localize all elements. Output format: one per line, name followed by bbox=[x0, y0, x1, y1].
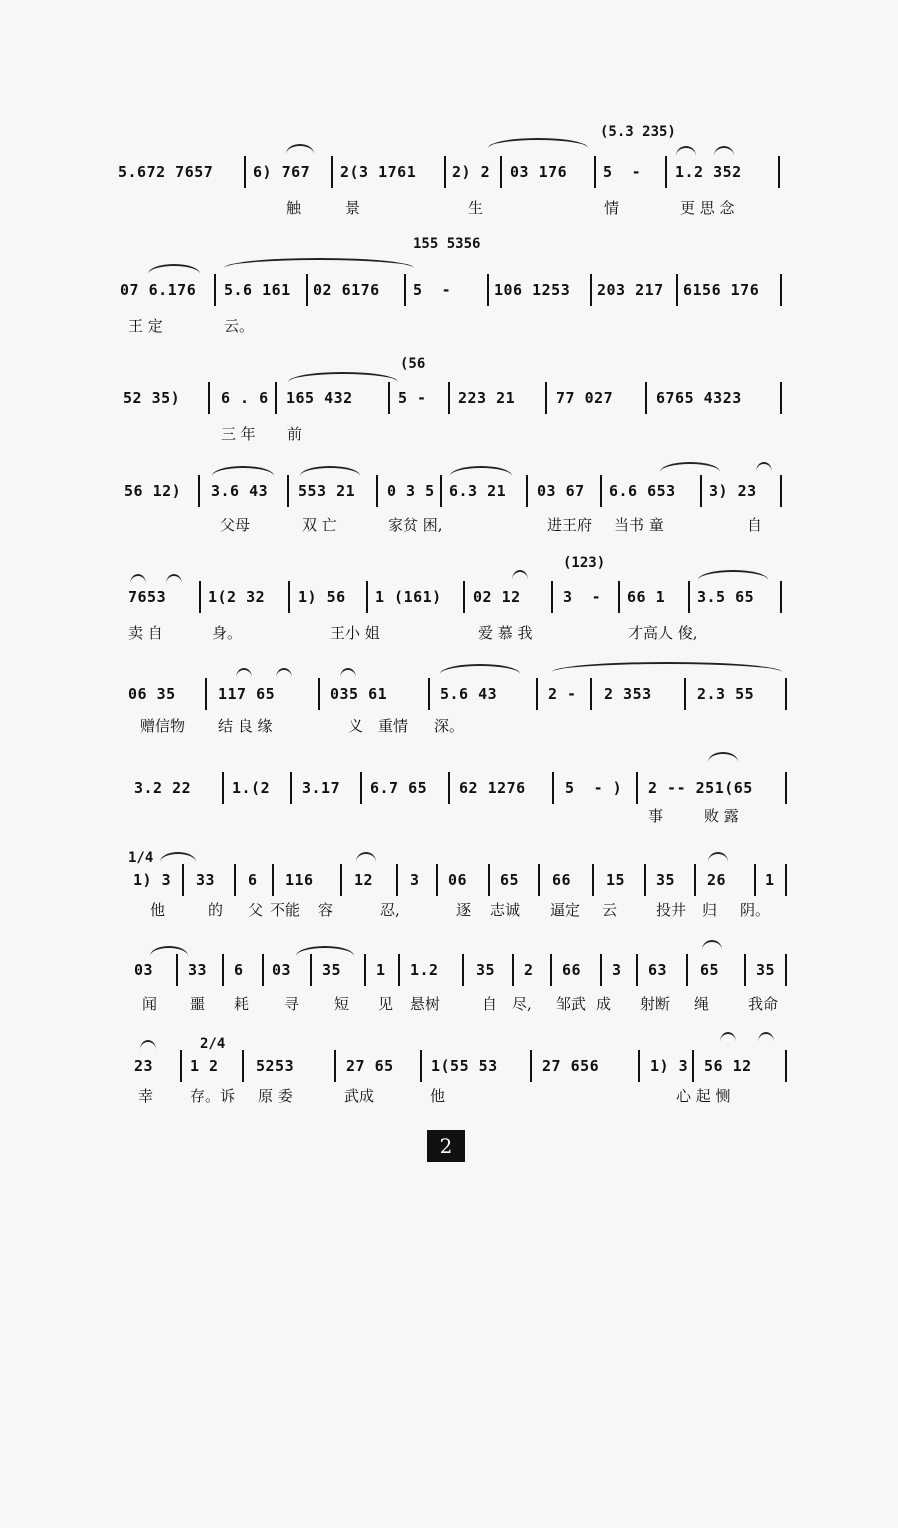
measure: 6765 4323 bbox=[656, 389, 742, 407]
measure: 02 12 bbox=[473, 588, 521, 606]
measure: 26 bbox=[707, 871, 727, 889]
measure: 52 35) bbox=[123, 389, 181, 407]
measure: 56 12) bbox=[124, 482, 182, 500]
measure: 3.17 bbox=[302, 779, 341, 797]
lyric: 不能 bbox=[270, 901, 301, 919]
lyrics-line bbox=[0, 314, 898, 338]
measure: 66 bbox=[552, 871, 572, 889]
measure: 27 656 bbox=[542, 1057, 600, 1075]
lyric: 义 bbox=[348, 717, 364, 735]
measure: 3 - bbox=[563, 588, 602, 606]
lyric: 云。 bbox=[224, 317, 255, 335]
lyric: 事 bbox=[648, 807, 664, 825]
lyric: 逐 bbox=[456, 901, 472, 919]
measure: 1(2 32 bbox=[208, 588, 266, 606]
lyric: 云 bbox=[602, 901, 618, 919]
measure: 6 bbox=[234, 961, 244, 979]
lyrics-line bbox=[0, 1084, 898, 1108]
measure: 66 bbox=[562, 961, 582, 979]
lyric: 投井 bbox=[656, 901, 687, 919]
measure: 1(55 53 bbox=[431, 1057, 498, 1075]
measure: 5253 bbox=[256, 1057, 295, 1075]
measure: 5.6 161 bbox=[224, 281, 291, 299]
measure: 07 6.176 bbox=[120, 281, 197, 299]
lyric: 王小 姐 bbox=[330, 624, 380, 642]
measure: 1) 56 bbox=[298, 588, 346, 606]
measure: 117 65 bbox=[218, 685, 276, 703]
lyrics-line bbox=[0, 422, 898, 446]
lyrics-line bbox=[0, 898, 898, 922]
measure: 203 217 bbox=[597, 281, 664, 299]
annotation: 155 5356 bbox=[413, 236, 481, 252]
lyric: 赠信物 bbox=[140, 717, 186, 735]
measure: 2 353 bbox=[604, 685, 652, 703]
lyric: 前 bbox=[287, 425, 303, 443]
lyric: 他 bbox=[150, 901, 166, 919]
lyric: 当书 童 bbox=[614, 516, 664, 534]
measure: 5 - bbox=[413, 281, 452, 299]
measure: 06 35 bbox=[128, 685, 176, 703]
measure: 1.2 352 bbox=[675, 163, 742, 181]
measure: 03 bbox=[272, 961, 292, 979]
lyric: 容 bbox=[318, 901, 334, 919]
lyric: 噩 bbox=[190, 995, 206, 1013]
lyric: 存。诉 bbox=[190, 1087, 236, 1105]
measure: 2 bbox=[524, 961, 534, 979]
measure: 0 3 5 bbox=[387, 482, 435, 500]
measure: 3.6 43 bbox=[211, 482, 269, 500]
measure: 62 1276 bbox=[459, 779, 526, 797]
measure: 15 bbox=[606, 871, 626, 889]
measure: 65 bbox=[700, 961, 720, 979]
lyrics-line bbox=[0, 804, 898, 828]
measure: 35 bbox=[756, 961, 776, 979]
lyric: 耗 bbox=[234, 995, 250, 1013]
measure: 7653 bbox=[128, 588, 167, 606]
lyric: 忍, bbox=[380, 901, 400, 919]
measure: 5.6 43 bbox=[440, 685, 498, 703]
measure: 35 bbox=[476, 961, 496, 979]
measure: 6.3 21 bbox=[449, 482, 507, 500]
measure: 6156 176 bbox=[683, 281, 760, 299]
measure: 1 2 bbox=[190, 1057, 219, 1075]
lyric: 自 bbox=[747, 516, 763, 534]
lyric: 的 bbox=[208, 901, 224, 919]
measure: 223 21 bbox=[458, 389, 516, 407]
measure: 3 bbox=[612, 961, 622, 979]
measure: 3 bbox=[410, 871, 420, 889]
annotation: (123) bbox=[563, 555, 606, 571]
lyric: 结 良 缘 bbox=[218, 717, 273, 735]
lyric: 双 亡 bbox=[302, 516, 337, 534]
lyrics-line bbox=[0, 992, 898, 1016]
measure: 5 - bbox=[603, 163, 642, 181]
measure: 33 bbox=[188, 961, 208, 979]
lyrics-line bbox=[0, 196, 898, 220]
notation-line bbox=[0, 154, 898, 190]
measure: 1 bbox=[765, 871, 775, 889]
measure: 1) 3 bbox=[650, 1057, 689, 1075]
notation-line bbox=[0, 579, 898, 615]
page-number: 2 bbox=[427, 1130, 465, 1162]
score-system-2 bbox=[0, 232, 898, 342]
measure: 165 432 bbox=[286, 389, 353, 407]
lyric: 身。 bbox=[212, 624, 243, 642]
measure: 6 bbox=[248, 871, 258, 889]
measure: 33 bbox=[196, 871, 216, 889]
notation-line bbox=[0, 272, 898, 308]
measure: 03 176 bbox=[510, 163, 568, 181]
score-system-3 bbox=[0, 350, 898, 460]
lyric: 自 bbox=[482, 995, 498, 1013]
lyric: 心 起 恻 bbox=[676, 1087, 731, 1105]
lyrics-line bbox=[0, 513, 898, 537]
measure: 77 027 bbox=[556, 389, 614, 407]
lyric: 才高人 俊, bbox=[628, 624, 698, 642]
measure: 23 bbox=[134, 1057, 154, 1075]
score-system-5 bbox=[0, 555, 898, 665]
measure: 12 bbox=[354, 871, 374, 889]
notation-line bbox=[0, 676, 898, 712]
measure: 5 - ) bbox=[565, 779, 623, 797]
measure: 65 bbox=[500, 871, 520, 889]
measure: 6 . 6 bbox=[221, 389, 269, 407]
lyric: 父 bbox=[248, 901, 264, 919]
notation-line bbox=[0, 473, 898, 509]
measure: 1 (161) bbox=[375, 588, 442, 606]
lyric: 尽, bbox=[512, 995, 532, 1013]
measure: 6) 767 bbox=[253, 163, 311, 181]
measure: 3) 23 bbox=[709, 482, 757, 500]
lyric: 爱 慕 我 bbox=[478, 624, 533, 642]
lyric: 悬树 bbox=[410, 995, 441, 1013]
lyrics-line bbox=[0, 621, 898, 645]
measure: 1.2 bbox=[410, 961, 439, 979]
lyric: 家贫 困, bbox=[388, 516, 443, 534]
measure: 3.2 22 bbox=[134, 779, 192, 797]
lyric: 成 bbox=[596, 995, 612, 1013]
measure: 6.7 65 bbox=[370, 779, 428, 797]
annotation: (56 bbox=[400, 356, 426, 372]
measure: 2 - bbox=[548, 685, 577, 703]
lyric: 见 bbox=[378, 995, 394, 1013]
measure: 106 1253 bbox=[494, 281, 571, 299]
lyric: 逼定 bbox=[550, 901, 581, 919]
lyric: 三 年 bbox=[221, 425, 256, 443]
lyric: 邹武 bbox=[556, 995, 587, 1013]
measure: 5 - bbox=[398, 389, 427, 407]
measure: 6.6 653 bbox=[609, 482, 676, 500]
notation-line bbox=[0, 952, 898, 988]
notation-line bbox=[0, 862, 898, 898]
measure: 2) 2 bbox=[452, 163, 491, 181]
measure: 116 bbox=[285, 871, 314, 889]
lyric: 阴。 bbox=[740, 901, 771, 919]
measure: 02 6176 bbox=[313, 281, 380, 299]
lyric: 短 bbox=[334, 995, 350, 1013]
lyric: 幸 bbox=[138, 1087, 154, 1105]
lyric: 王 定 bbox=[128, 317, 163, 335]
lyric: 武成 bbox=[344, 1087, 375, 1105]
measure: 1 bbox=[376, 961, 386, 979]
measure: 035 61 bbox=[330, 685, 388, 703]
lyric: 闻 bbox=[142, 995, 158, 1013]
score-system-6 bbox=[0, 662, 898, 772]
measure: 3.5 65 bbox=[697, 588, 755, 606]
lyric: 进王府 bbox=[547, 516, 593, 534]
lyric: 生 bbox=[468, 199, 484, 217]
lyric: 败 露 bbox=[704, 807, 739, 825]
annotation: (5.3 235) bbox=[600, 124, 676, 140]
annotation: 1/4 bbox=[128, 850, 154, 866]
measure: 27 65 bbox=[346, 1057, 394, 1075]
lyric: 深。 bbox=[434, 717, 465, 735]
measure: 35 bbox=[322, 961, 342, 979]
measure: 1) 3 bbox=[133, 871, 172, 889]
measure: 63 bbox=[648, 961, 668, 979]
notation-line bbox=[0, 1048, 898, 1084]
lyric: 父母 bbox=[220, 516, 251, 534]
lyric: 原 委 bbox=[258, 1087, 293, 1105]
lyric: 我命 bbox=[748, 995, 779, 1013]
measure: 06 bbox=[448, 871, 468, 889]
score-system-10 bbox=[0, 1030, 898, 1140]
measure: 2 -- 251(65 bbox=[648, 779, 753, 797]
lyric: 归 bbox=[702, 901, 718, 919]
lyric: 更 思 念 bbox=[680, 199, 735, 217]
lyric: 触 bbox=[286, 199, 302, 217]
lyric: 射断 bbox=[640, 995, 671, 1013]
measure: 5.672 7657 bbox=[118, 163, 214, 181]
score-system-1 bbox=[0, 120, 898, 230]
lyric: 绳 bbox=[694, 995, 710, 1013]
measure: 553 21 bbox=[298, 482, 356, 500]
lyric: 卖 自 bbox=[128, 624, 163, 642]
lyric: 景 bbox=[345, 199, 361, 217]
lyric: 寻 bbox=[284, 995, 300, 1013]
measure: 35 bbox=[656, 871, 676, 889]
measure: 66 1 bbox=[627, 588, 666, 606]
measure: 2(3 1761 bbox=[340, 163, 417, 181]
lyric: 他 bbox=[430, 1087, 446, 1105]
measure: 03 67 bbox=[537, 482, 585, 500]
lyric: 重情 bbox=[378, 717, 409, 735]
lyric: 志诚 bbox=[490, 901, 521, 919]
lyrics-line bbox=[0, 714, 898, 738]
measure: 03 bbox=[134, 961, 154, 979]
measure: 56 12 bbox=[704, 1057, 752, 1075]
lyric: 情 bbox=[604, 199, 620, 217]
annotation: 2/4 bbox=[200, 1036, 226, 1052]
measure: 2.3 55 bbox=[697, 685, 755, 703]
measure: 1.(2 bbox=[232, 779, 271, 797]
